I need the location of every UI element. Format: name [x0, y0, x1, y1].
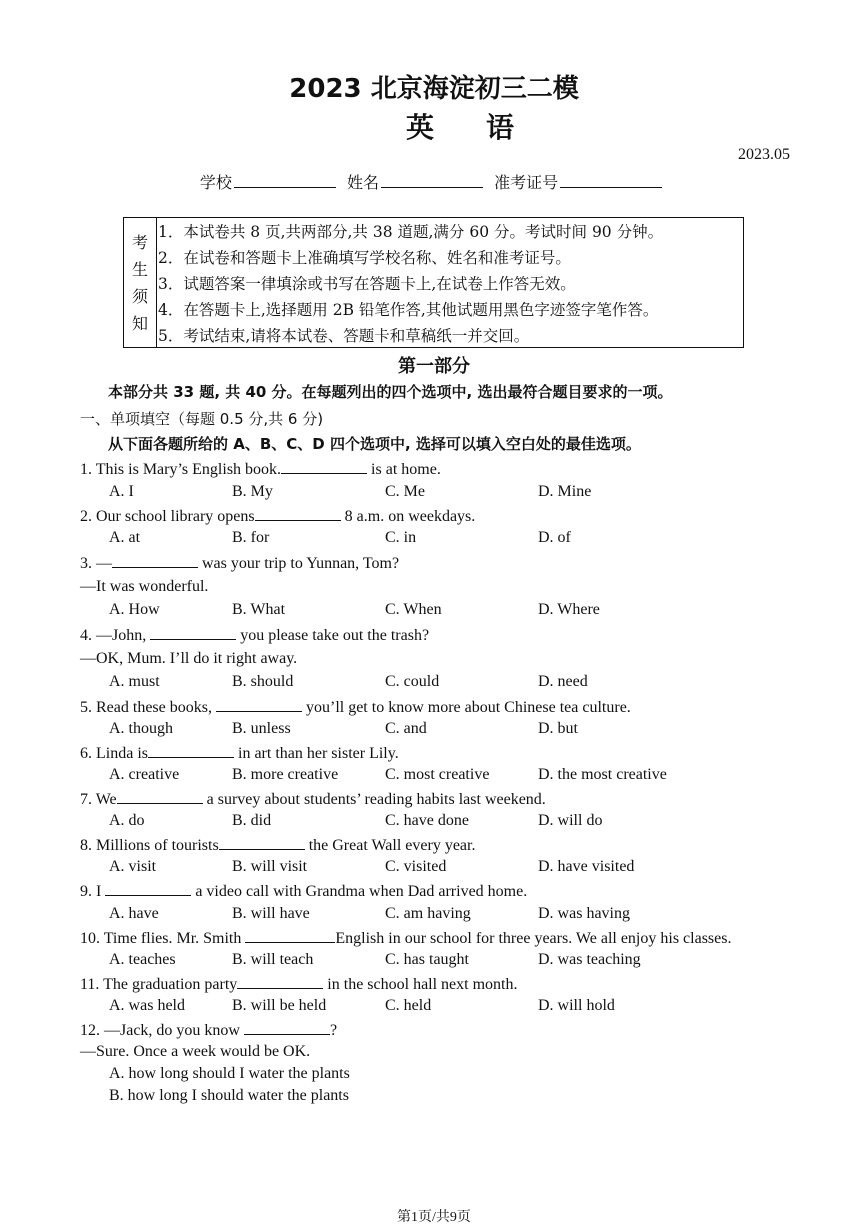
question-stem: [80, 789, 546, 809]
question-stem: [80, 835, 475, 855]
answer-option: D. have visited: [538, 858, 635, 875]
answer-option: B. My: [232, 483, 273, 500]
answer-blank: [112, 553, 198, 568]
question-text: 6. Linda is: [80, 745, 148, 762]
notice-heading-char: 考: [131, 232, 148, 252]
question-text: 8. Millions of tourists: [80, 837, 219, 854]
exam-id-label: 准考证号: [494, 173, 559, 192]
answer-option: B. will teach: [232, 951, 314, 968]
answer-option: B. will be held: [232, 997, 327, 1014]
question-text: 3. —: [80, 555, 112, 572]
answer-option: D. was having: [538, 905, 630, 922]
answer-option: B. will have: [232, 905, 310, 922]
page-footer: 第1页/共9页: [397, 1210, 471, 1225]
answer-blank: [105, 881, 191, 896]
question-text: 7. We: [80, 791, 117, 808]
notice-item: 4．在答题卡上,选择题用 2B 铅笔作答,其他试题用黑色字迹签字笔作答。: [158, 301, 659, 319]
answer-option: C. has taught: [385, 951, 469, 968]
answer-option: A. was held: [109, 997, 185, 1014]
answer-option: C. most creative: [385, 766, 490, 783]
question-text: you’ll get to know more about Chinese tea culture.: [301, 699, 631, 716]
student-info-fields: [0, 170, 868, 193]
notice-box: [123, 217, 744, 348]
part-description: 本部分共 33 题, 共 40 分。在每题列出的四个选项中, 选出最符合题目要求的一项。: [108, 383, 673, 401]
question-stem: [80, 928, 731, 948]
answer-option: D. will do: [538, 812, 603, 829]
notice-item: 2．在试卷和答题卡上准确填写学校名称、姓名和准考证号。: [158, 249, 571, 267]
answer-option: D. Mine: [538, 483, 592, 500]
question-text: 12. —Jack, do you know: [80, 1022, 244, 1039]
answer-option: C. When: [385, 601, 442, 618]
answer-option: A. How: [109, 601, 160, 618]
notice-heading-char: 生: [131, 259, 148, 279]
answer-blank: [216, 697, 302, 712]
notice-list: [158, 219, 663, 349]
answer-option: D. Where: [538, 601, 600, 618]
answer-blank: [219, 835, 305, 850]
question-text: in the school hall next month.: [323, 976, 518, 993]
school-label: 学校: [199, 173, 232, 192]
section-title: 一、单项填空（每题 0.5 分,共 6 分): [80, 410, 324, 428]
answer-option: D. was teaching: [538, 951, 641, 968]
exam-id-blank[interactable]: [560, 173, 662, 188]
answer-blank: [244, 1020, 330, 1035]
question-stem: [80, 881, 527, 901]
answer-blank: [245, 928, 335, 943]
answer-option: C. held: [385, 997, 432, 1014]
answer-option: C. Me: [385, 483, 425, 500]
dialogue-reply: —It was wonderful.: [80, 578, 209, 595]
answer-option: A. do: [109, 812, 145, 829]
school-blank[interactable]: [234, 173, 336, 188]
answer-option: C. am having: [385, 905, 471, 922]
question-stem: [80, 553, 399, 573]
question-text: was your trip to Yunnan, Tom?: [198, 555, 400, 572]
dialogue-reply: —Sure. Once a week would be OK.: [80, 1043, 311, 1060]
answer-option: C. in: [385, 529, 417, 546]
name-blank[interactable]: [381, 173, 483, 188]
notice-item: 1．本试卷共 8 页,共两部分,共 38 道题,满分 60 分。考试时间 90 分钟。: [158, 223, 664, 241]
name-label: 姓名: [346, 173, 379, 192]
question-stem: [80, 697, 631, 717]
question-text: a survey about students’ reading habits last weekend.: [202, 791, 546, 808]
answer-option: D. of: [538, 529, 571, 546]
question-stem: [80, 506, 475, 526]
answer-blank: [255, 506, 341, 521]
answer-option: B. What: [232, 601, 286, 618]
question-text: 4. —John,: [80, 627, 151, 644]
answer-option: B. more creative: [232, 766, 339, 783]
answer-option: C. visited: [385, 858, 447, 875]
answer-option: A. teaches: [109, 951, 176, 968]
notice-item: 3．试题答案一律填涂或书写在答题卡上,在试卷上作答无效。: [158, 275, 576, 293]
answer-option: B. should: [232, 673, 294, 690]
notice-heading-char: 知: [131, 313, 148, 333]
answer-option: A. how long should I water the plants: [109, 1065, 350, 1082]
answer-blank: [148, 743, 234, 758]
notice-heading-char: 须: [131, 286, 148, 306]
question-text: the Great Wall every year.: [304, 837, 476, 854]
answer-blank: [117, 789, 203, 804]
question-stem: [80, 743, 399, 763]
question-text: 1. This is Mary’s English book.: [80, 461, 282, 478]
section-instruction: 从下面各题所给的 A、B、C、D 四个选项中, 选择可以填入空白处的最佳选项。: [108, 435, 641, 453]
answer-blank: [237, 974, 323, 989]
notice-item: 5．考试结束,请将本试卷、答题卡和草稿纸一并交回。: [158, 327, 530, 345]
question-stem: [80, 974, 518, 994]
question-text: a video call with Grandma when Dad arrived home.: [191, 883, 528, 900]
answer-option: B. will visit: [232, 858, 308, 875]
answer-option: A. though: [109, 720, 173, 737]
subject-title: 英语: [405, 111, 566, 144]
question-text: English in our school for three years. We all enjoy his classes.: [335, 930, 732, 947]
answer-option: A. creative: [109, 766, 180, 783]
answer-option: A. visit: [109, 858, 157, 875]
part-title: 第一部分: [398, 356, 470, 377]
exam-date: 2023.05: [738, 146, 790, 163]
notice-heading: [124, 218, 157, 347]
answer-option: B. how long I should water the plants: [109, 1087, 349, 1104]
question-text: 10. Time flies. Mr. Smith: [80, 930, 246, 947]
dialogue-reply: —OK, Mum. I’ll do it right away.: [80, 650, 298, 667]
question-text: 2. Our school library opens: [80, 508, 255, 525]
answer-option: B. did: [232, 812, 272, 829]
answer-option: D. need: [538, 673, 588, 690]
question-text: ?: [329, 1022, 338, 1039]
answer-option: C. have done: [385, 812, 469, 829]
answer-option: D. the most creative: [538, 766, 667, 783]
question-text: 5. Read these books,: [80, 699, 216, 716]
answer-blank: [281, 459, 367, 474]
question-stem: [80, 1020, 337, 1040]
question-stem: [80, 459, 441, 479]
answer-option: B. for: [232, 529, 270, 546]
answer-blank: [150, 625, 236, 640]
answer-option: D. will hold: [538, 997, 615, 1014]
question-text: is at home.: [367, 461, 441, 478]
answer-option: B. unless: [232, 720, 291, 737]
question-text: you please take out the trash?: [236, 627, 430, 644]
question-text: 8 a.m. on weekdays.: [340, 508, 476, 525]
answer-option: A. at: [109, 529, 141, 546]
question-text: 11. The graduation party: [80, 976, 238, 993]
exam-title: 2023 北京海淀初三二模: [289, 74, 579, 104]
answer-option: A. have: [109, 905, 159, 922]
answer-option: A. I: [109, 483, 134, 500]
question-stem: [80, 625, 429, 645]
answer-option: C. and: [385, 720, 427, 737]
answer-option: A. must: [109, 673, 160, 690]
question-text: in art than her sister Lily.: [234, 745, 399, 762]
answer-option: D. but: [538, 720, 578, 737]
answer-option: C. could: [385, 673, 440, 690]
question-text: 9. I: [80, 883, 106, 900]
